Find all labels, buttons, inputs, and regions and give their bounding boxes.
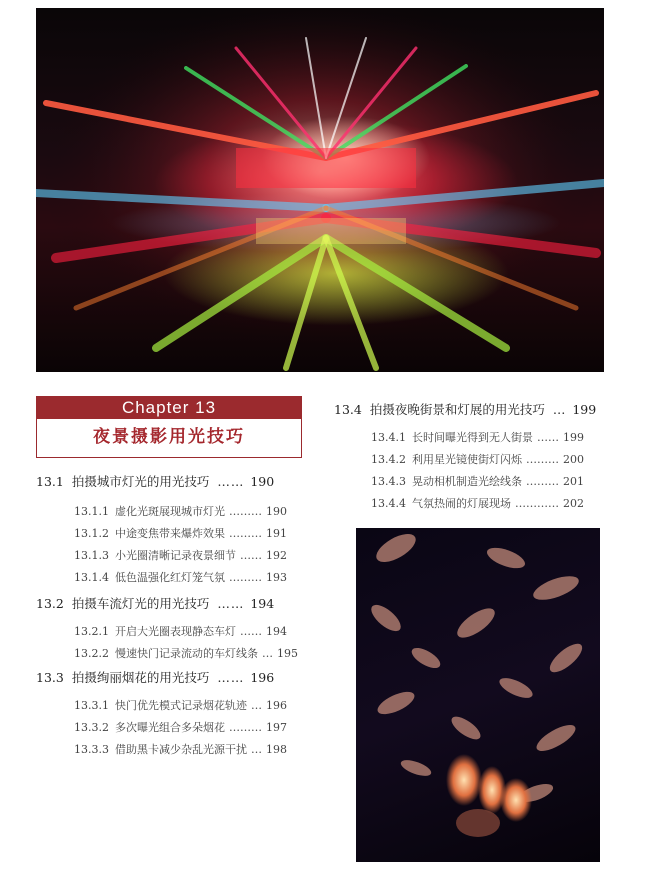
- toc-section-13-4[interactable]: 13.4 拍摄夜晚街景和灯展的用光技巧 … 199: [334, 402, 597, 417]
- toc-sub-13-1-4[interactable]: 13.1.4 低色温强化红灯笼气氛 ……… 193: [74, 571, 287, 584]
- zoom-burst-night-photo: [36, 8, 604, 372]
- toc-sub-13-4-3[interactable]: 13.4.3 晃动相机制造光绘线条 ……… 201: [371, 475, 584, 488]
- toc-sub-13-4-4[interactable]: 13.4.4 气氛热闹的灯展现场 ………… 202: [371, 497, 584, 510]
- toc-sub-13-1-2[interactable]: 13.1.2 中途变焦带来爆炸效果 ……… 191: [74, 527, 287, 540]
- toc-section-13-3[interactable]: 13.3 拍摄绚丽烟花的用光技巧 …… 196: [36, 670, 275, 685]
- toc-sub-13-3-1[interactable]: 13.3.1 快门优先模式记录烟花轨迹 … 196: [74, 699, 287, 712]
- lantern-display-photo: [356, 528, 600, 862]
- toc-sub-13-3-2[interactable]: 13.3.2 多次曝光组合多朵烟花 ……… 197: [74, 721, 287, 734]
- toc-sub-13-2-2[interactable]: 13.2.2 慢速快门记录流动的车灯线条 … 195: [74, 647, 298, 660]
- chapter-label: Chapter 13: [37, 397, 301, 419]
- toc-section-13-2[interactable]: 13.2 拍摄车流灯光的用光技巧 …… 194: [36, 596, 275, 611]
- chapter-title: 夜景摄影用光技巧: [93, 427, 245, 447]
- toc-sub-13-4-2[interactable]: 13.4.2 利用星光镜使街灯闪烁 ……… 200: [371, 453, 584, 466]
- toc-sub-13-4-1[interactable]: 13.4.1 长时间曝光得到无人街景 …… 199: [371, 431, 584, 444]
- toc-sub-13-1-1[interactable]: 13.1.1 虚化光斑展现城市灯光 ……… 190: [74, 505, 287, 518]
- toc-section-13-1[interactable]: 13.1 拍摄城市灯光的用光技巧 …… 190: [36, 474, 275, 489]
- toc-sub-13-2-1[interactable]: 13.2.1 开启大光圈表现静态车灯 …… 194: [74, 625, 287, 638]
- toc-sub-13-1-3[interactable]: 13.1.3 小光圈清晰记录夜景细节 …… 192: [74, 549, 287, 562]
- toc-sub-13-3-3[interactable]: 13.3.3 借助黑卡减少杂乱光源干扰 … 198: [74, 743, 287, 756]
- chapter-header: [36, 396, 302, 458]
